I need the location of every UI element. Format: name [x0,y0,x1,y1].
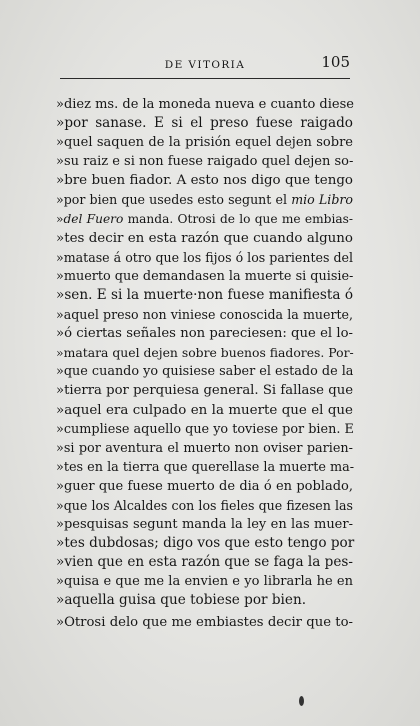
text-segment: »Otrosi delo que me embiastes decir que to- [56,614,353,630]
text-line [56,286,353,305]
text-line [56,248,353,267]
text-line [56,458,353,477]
text-line [56,210,353,229]
text-line [56,572,353,591]
page-number: 105 [321,53,350,71]
italic-title: mio Libro [291,192,353,208]
text-segment: »aquella guisa que tobiese por bien. [56,592,307,609]
ink-spot [299,696,304,706]
text-segment: »por sanase. E si el preso fuese raigado [56,115,353,132]
text-line [56,613,353,632]
text-line [56,515,353,534]
text-segment: »quisa e que me la envien e yo librarla he en [56,574,353,590]
text-line [56,133,353,152]
text-line [56,439,353,458]
text-line [56,496,353,515]
text-segment: »ó ciertas señales non pareciesen: que el lo- [56,326,353,342]
text-segment: »pesquisas segunt manda la ley en las muer- [56,517,353,533]
italic-title: del Fuero [63,211,124,226]
text-segment: »su raiz e si non fuese raigado quel dejen so- [56,154,354,170]
text-line [56,401,353,420]
text-segment: »si por aventura el muerto non oviser parien- [56,440,353,456]
running-title: DE VITORIA [164,59,246,71]
text-line [56,477,353,496]
text-segment: manda. Otrosi de lo que me embias- [123,211,353,226]
text-segment: » [56,211,64,226]
text-segment: »tierra por perquiesa general. Si fallase que [56,383,353,399]
text-segment: »diez ms. de la moneda nueva e cuanto diese [56,97,354,112]
text-line [56,324,353,343]
text-segment: »guer que fuese muerto de dia ó en poblado, [56,478,353,494]
text-line [56,114,353,133]
text-segment: »que cuando yo quisiese saber el estado de la [56,364,354,380]
text-segment: »cumpliese aquello que yo toviese por bien. E [56,421,354,437]
text-line [56,381,353,400]
text-line [56,534,353,553]
text-line [56,305,353,324]
text-line [56,171,353,190]
text-line [56,362,353,381]
text-line [56,267,353,286]
text-segment: »matara quel dejen sobre buenos fiadores. Por- [56,345,354,361]
text-line [56,152,353,171]
text-segment: »que los Alcaldes con los fieles que fizesen las [56,497,353,513]
text-line [56,229,353,248]
text-segment: »aquel era culpado en la muerte que el que [56,402,353,418]
text-segment: »matase á otro que los fijos ó los parientes del [56,249,353,265]
text-segment: »vien que en esta razón que se faga la pes- [56,554,353,571]
text-line [56,343,353,362]
text-segment: »bre buen fiador. A esto nos digo que tengo [56,173,353,189]
text-line [56,591,353,610]
text-line [56,553,353,572]
text-segment: »quel saquen de la prisión equel dejen sobre [56,135,353,151]
text-line [56,420,353,439]
text-segment: »sen. E si la muerte·non fuese manifiesta ó [56,286,353,303]
text-segment: »tes decir en esta razón que cuando alguno [56,230,353,246]
text-segment: »aquel preso non viniese conoscida la muerte, [56,307,353,323]
text-segment: »tes en la tierra que querellase la muerte ma- [56,459,355,475]
text-segment: »muerto que demandasen la muerte si quisie- [56,268,354,284]
text-line [56,190,353,209]
body-text [56,95,353,632]
text-line [56,95,353,114]
text-segment: »por bien que usedes esto segunt el [56,192,292,208]
page-header [60,50,350,79]
text-segment: »tes dubdosas; digo vos que esto tengo por [56,535,355,552]
